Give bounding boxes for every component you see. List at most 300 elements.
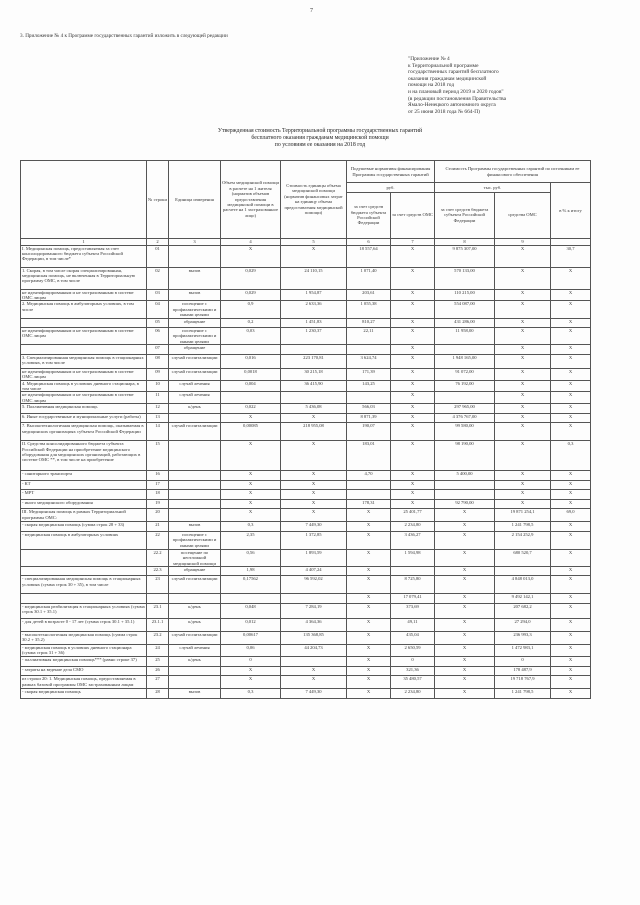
cell-budget-total: X — [435, 644, 495, 656]
cell-percent: X — [551, 328, 591, 345]
cell-percent: 69,0 — [551, 509, 591, 522]
cell-name: - паллиативная медицинская помощь*** (равно строке 37) — [21, 656, 147, 666]
cell-budget: 8 871,39 — [347, 413, 391, 423]
cell-budget: X — [347, 644, 391, 656]
cell-percent: X — [551, 345, 591, 355]
table-row — [21, 676, 591, 689]
cell-unit — [169, 499, 221, 509]
cell-budget-total: X — [435, 531, 495, 549]
cell-cost: 4 407,24 — [281, 566, 347, 576]
cell-volume: 0,00617 — [221, 631, 281, 644]
cell-cost: 223 170,81 — [281, 354, 347, 368]
cell-cost — [281, 656, 347, 666]
header-per-capita-unit: руб. — [347, 183, 435, 193]
cell-budget-total: X — [435, 656, 495, 666]
cell-budget: 190,07 — [347, 423, 391, 441]
cell-volume: 0,17562 — [221, 576, 281, 594]
column-number: 6 — [347, 238, 391, 245]
cell-percent: X — [551, 576, 591, 594]
cell-unit: к/день — [169, 656, 221, 666]
cell-oms: X — [391, 354, 435, 368]
cell-oms: X — [391, 301, 435, 318]
table-row — [21, 413, 591, 423]
cell-oms: X — [391, 490, 435, 500]
cell-volume — [221, 345, 281, 355]
cell-budget-total: 98 190,00 — [435, 441, 495, 471]
header-oms: за счет средств ОМС — [391, 192, 435, 238]
cell-budget: 1 055,38 — [347, 301, 391, 318]
header-budget-total: за счет средств бюджета субъекта Российской Федерации — [435, 192, 495, 238]
table-row — [21, 392, 591, 404]
cell-percent: 30,7 — [551, 245, 591, 267]
cell-row-num: 22 — [147, 531, 169, 549]
cell-oms: X — [391, 328, 435, 345]
cell-name — [21, 594, 147, 604]
cell-budget: 183,01 — [347, 441, 391, 471]
cell-oms: X — [391, 441, 435, 471]
cell-volume: 0,9 — [221, 301, 281, 318]
cell-volume: 2,35 — [221, 531, 281, 549]
cell-unit — [169, 480, 221, 490]
table-row — [21, 441, 591, 471]
cell-oms-total: 19 871 254,1 — [495, 509, 551, 522]
cell-name: I. Медицинская помощь, предоставляемая за счет консолидированного бюджета субъекта Российской Федерации, в том числе* — [21, 245, 147, 267]
table-row — [21, 301, 591, 318]
cell-volume: 0,022 — [221, 404, 281, 414]
cell-cost: 5 436,08 — [281, 404, 347, 414]
cell-name: - специализированная медицинская помощь в стационарных условиях (сумма строк 30 + 35), в том числе — [21, 576, 147, 594]
cell-percent: X — [551, 404, 591, 414]
cell-name: из строки 20: 1. Медицинская помощь, предоставляемая в рамках базовой программы ОМС застрахованным лицам — [21, 676, 147, 689]
cell-cost: X — [281, 471, 347, 481]
cell-budget: 143,25 — [347, 380, 391, 392]
cell-oms-total: X — [495, 471, 551, 481]
cell-volume: X — [221, 509, 281, 522]
cell-budget: 18 557,64 — [347, 245, 391, 267]
cell-cost: 44 204,73 — [281, 644, 347, 656]
cell-oms: 49,11 — [391, 618, 435, 631]
cell-row-num: 20 — [147, 509, 169, 522]
column-number: 7 — [391, 238, 435, 245]
cell-cost: 36 415,90 — [281, 380, 347, 392]
cell-unit: случай госпитализации — [169, 423, 221, 441]
table-row — [21, 471, 591, 481]
cell-row-num: 06 — [147, 328, 169, 345]
cell-percent: X — [551, 413, 591, 423]
cell-oms-total: 207 682,2 — [495, 603, 551, 618]
cell-volume — [221, 392, 281, 404]
cell-percent: X — [551, 267, 591, 289]
cell-unit — [169, 666, 221, 676]
cell-budget: 171,39 — [347, 368, 391, 380]
cell-cost: 135 368,85 — [281, 631, 347, 644]
cell-cost: X — [281, 480, 347, 490]
cell-budget-total: X — [435, 576, 495, 594]
cell-name: 4. Медицинская помощь в условиях дневного стационара, в том числе — [21, 380, 147, 392]
appendix-line: и на плановый период 2019 и 2020 годов" — [408, 88, 504, 95]
cell-volume: 0,03 — [221, 328, 281, 345]
cell-oms-total: 680 520,7 — [495, 549, 551, 566]
cell-cost: 7 449,30 — [281, 689, 347, 699]
table-row — [21, 594, 591, 604]
table-row — [21, 267, 591, 289]
cell-budget-total: 11 958,00 — [435, 328, 495, 345]
cell-percent: 0,3 — [551, 441, 591, 471]
cell-unit: к/день — [169, 404, 221, 414]
cell-unit: случай госпитализации — [169, 354, 221, 368]
cell-oms-total: X — [495, 441, 551, 471]
cell-oms-total: 1 241 798,5 — [495, 689, 551, 699]
cell-unit: случай госпитализации — [169, 631, 221, 644]
cell-name — [21, 566, 147, 576]
cell-oms: X — [391, 289, 435, 301]
header-unit: Единица измерения — [169, 161, 221, 239]
cell-oms: X — [391, 413, 435, 423]
table-row — [21, 318, 591, 328]
header-total-unit: тыс. руб. — [435, 183, 551, 193]
cell-volume: X — [221, 245, 281, 267]
table-row — [21, 631, 591, 644]
cell-oms: X — [391, 423, 435, 441]
cell-cost: 7 284,19 — [281, 603, 347, 618]
cell-budget: X — [347, 689, 391, 699]
cell-percent: X — [551, 354, 591, 368]
cell-row-num: 03 — [147, 289, 169, 301]
column-number — [551, 238, 591, 245]
cell-oms-total: 236 993,3 — [495, 631, 551, 644]
table-row — [21, 522, 591, 532]
cell-budget-total — [435, 392, 495, 404]
table-body — [21, 245, 591, 699]
cell-row-num: 23.1.1 — [147, 618, 169, 631]
cell-budget-total: 1 948 165,00 — [435, 354, 495, 368]
cell-oms-total: X — [495, 480, 551, 490]
cell-volume: 1,98 — [221, 566, 281, 576]
cell-percent: X — [551, 471, 591, 481]
cell-name: 7. Высокотехнологичная медицинская помощь, оказываемая в медицинских организациях субъекта Российской Федерации — [21, 423, 147, 441]
cell-percent: X — [551, 644, 591, 656]
column-number: 5 — [281, 238, 347, 245]
appendix-line: оказания гражданам медицинской — [408, 75, 487, 82]
appendix-line: (в редакции постановления Правительства — [408, 95, 507, 102]
cell-budget — [347, 490, 391, 500]
cell-unit: обращение — [169, 318, 221, 328]
cell-budget: 203,61 — [347, 289, 391, 301]
cell-cost: 4 364,36 — [281, 618, 347, 631]
cell-row-num: 15 — [147, 441, 169, 471]
cell-volume: 0,029 — [221, 267, 281, 289]
cell-oms: 35 480,57 — [391, 676, 435, 689]
column-number: 1 — [21, 238, 147, 245]
cell-unit: случай лечения — [169, 392, 221, 404]
cell-unit: посещение по неотложной медицинской помощи — [169, 549, 221, 566]
table-row — [21, 490, 591, 500]
table-row — [21, 566, 591, 576]
cell-budget: X — [347, 594, 391, 604]
cell-percent: X — [551, 631, 591, 644]
header-per-capita: Подушевые нормативы финансирования Программы государственных гарантий — [347, 161, 435, 183]
cell-cost: X — [281, 666, 347, 676]
cell-unit: вызов — [169, 289, 221, 301]
cell-row-num: 12 — [147, 404, 169, 414]
column-number: 2 — [147, 238, 169, 245]
cell-oms-total: X — [495, 267, 551, 289]
cell-percent: X — [551, 618, 591, 631]
cell-volume: X — [221, 471, 281, 481]
title-line: Утвержденная стоимость Территориальной программы государственных гарантий — [217, 128, 423, 134]
cell-oms-total: 27 294,0 — [495, 618, 551, 631]
cell-cost: 1 451,83 — [281, 318, 347, 328]
cell-name: - скорая медицинская помощь — [21, 689, 147, 699]
cell-name: 2. Медицинская помощь в амбулаторных условиях, в том числе — [21, 301, 147, 318]
cell-oms-total: 2 154 252,9 — [495, 531, 551, 549]
cell-percent: X — [551, 318, 591, 328]
cell-budget-total: X — [435, 666, 495, 676]
cell-budget-total: X — [435, 522, 495, 532]
cell-budget-total: 554 087,00 — [435, 301, 495, 318]
cell-unit — [169, 441, 221, 471]
appendix-line: к Территориальной программе — [408, 62, 479, 69]
cell-unit: к/день — [169, 618, 221, 631]
table-row — [21, 618, 591, 631]
cell-cost: X — [281, 441, 347, 471]
cell-budget-total: 5 400,00 — [435, 471, 495, 481]
cell-percent: X — [551, 531, 591, 549]
cell-cost: 30 215,18 — [281, 368, 347, 380]
header-oms-total: средства ОМС — [495, 192, 551, 238]
cell-oms-total: 1 241 798,5 — [495, 522, 551, 532]
cell-percent: X — [551, 656, 591, 666]
cell-oms: 2 650,59 — [391, 644, 435, 656]
cell-budget-total: X — [435, 618, 495, 631]
cell-volume: X — [221, 499, 281, 509]
cell-name — [21, 549, 147, 566]
cell-unit — [169, 490, 221, 500]
cell-volume: X — [221, 480, 281, 490]
cell-cost: X — [281, 676, 347, 689]
cell-unit — [169, 594, 221, 604]
cell-row-num: 16 — [147, 471, 169, 481]
cell-row-num: 14 — [147, 423, 169, 441]
table-row — [21, 328, 591, 345]
cell-row-num: 10 — [147, 380, 169, 392]
cell-percent: X — [551, 522, 591, 532]
cell-oms-total: X — [495, 490, 551, 500]
cell-unit — [169, 471, 221, 481]
appendix-line: "Приложение № 4 — [408, 56, 450, 62]
cell-budget-total: X — [435, 509, 495, 522]
cell-percent: X — [551, 499, 591, 509]
cell-unit: случай госпитализации — [169, 368, 221, 380]
cell-percent: X — [551, 368, 591, 380]
title-line: бесплатного оказания гражданам медицинской помощи — [251, 134, 389, 141]
cell-budget: X — [347, 631, 391, 644]
cell-budget-total: 431 286,00 — [435, 318, 495, 328]
table-row — [21, 689, 591, 699]
cell-row-num: 02 — [147, 267, 169, 289]
cell-cost: 7 449,30 — [281, 522, 347, 532]
cell-row-num: 11 — [147, 392, 169, 404]
cell-row-num: 09 — [147, 368, 169, 380]
cell-volume: 0,029 — [221, 289, 281, 301]
title-line: по условиям ее оказания на 2018 год — [274, 141, 366, 148]
header-percent: в % к итогу — [551, 183, 591, 239]
cell-cost: X — [281, 490, 347, 500]
cell-oms: X — [391, 318, 435, 328]
cell-volume: 0,56 — [221, 549, 281, 566]
cell-row-num: 04 — [147, 301, 169, 318]
cell-budget-total: X — [435, 631, 495, 644]
cell-name: не идентифицированным и не застрахованным в системе ОМС лицам — [21, 328, 147, 345]
cell-oms-total: 4 848 013,0 — [495, 576, 551, 594]
cell-cost — [281, 392, 347, 404]
cell-budget: 566,03 — [347, 404, 391, 414]
table-row — [21, 656, 591, 666]
page-number: 7 — [310, 8, 313, 14]
cell-percent: X — [551, 666, 591, 676]
appendix-line: от 25 июня 2018 года № 664-П) — [408, 108, 480, 115]
cell-oms: 0 — [391, 656, 435, 666]
cell-percent: X — [551, 392, 591, 404]
table-row — [21, 549, 591, 566]
cell-unit: к/день — [169, 603, 221, 618]
header-total: Стоимость Программы государственных гарантий по источникам ее финансового обеспечения — [435, 161, 591, 183]
cell-percent: X — [551, 676, 591, 689]
cell-volume: 0 — [221, 656, 281, 666]
cell-row-num: 27 — [147, 676, 169, 689]
cell-unit: случай лечения — [169, 380, 221, 392]
cell-oms-total: 1 472 983,1 — [495, 644, 551, 656]
column-number: 3 — [169, 238, 221, 245]
cell-volume: 0,048 — [221, 603, 281, 618]
cell-budget-total: X — [435, 689, 495, 699]
cell-budget: 4,70 — [347, 471, 391, 481]
cell-oms: 2 234,80 — [391, 522, 435, 532]
cell-row-num: 26 — [147, 666, 169, 676]
cell-name: II. Средства консолидированного бюджета субъекта Российской Федерации на приобретение медицинского оборудования для медицинских организаций, работающих в системе ОМС **, в том числе на приобретение — [21, 441, 147, 471]
cell-oms: X — [391, 499, 435, 509]
cell-cost: 24 110,15 — [281, 267, 347, 289]
cell-row-num: 07 — [147, 345, 169, 355]
cell-oms-total: 9 492 142,1 — [495, 594, 551, 604]
cell-budget-total: X — [435, 549, 495, 566]
cell-oms: X — [391, 392, 435, 404]
cell-budget: X — [347, 656, 391, 666]
cell-oms: 17 079,41 — [391, 594, 435, 604]
cell-volume: X — [221, 490, 281, 500]
cell-oms: 2 234,80 — [391, 689, 435, 699]
table-row — [21, 354, 591, 368]
appendix-line: государственных гарантий бесплатного — [408, 69, 499, 76]
cell-name: 3. Специализированная медицинская помощь в стационарных условиях, в том числе — [21, 354, 147, 368]
cell-volume: 0,016 — [221, 354, 281, 368]
table-row — [21, 499, 591, 509]
cell-oms-total: X — [495, 289, 551, 301]
table-row — [21, 368, 591, 380]
cell-budget: X — [347, 618, 391, 631]
cell-row-num: 19 — [147, 499, 169, 509]
cell-oms-total: X — [495, 413, 551, 423]
cell-name: - скорая медицинская помощь (сумма строк 28 + 33) — [21, 522, 147, 532]
cell-percent: X — [551, 549, 591, 566]
header-cost: Стоимость единицы объема медицинской помощи (норматив финансовых затрат на единицу объема предоставления медицинской помощи) — [281, 161, 347, 239]
cell-percent: X — [551, 301, 591, 318]
cell-percent: X — [551, 423, 591, 441]
cell-unit — [169, 676, 221, 689]
cell-unit: посещение с профилактическими и иными целями — [169, 301, 221, 318]
cell-volume: X — [221, 441, 281, 471]
cell-unit: посещение с профилактическими и иными целями — [169, 531, 221, 549]
cell-oms: X — [391, 245, 435, 267]
cell-unit: вызов — [169, 522, 221, 532]
cell-budget-total: 76 192,00 — [435, 380, 495, 392]
table-row — [21, 603, 591, 618]
header-budget: за счет средств бюджета субъекта Российской Федерации — [347, 192, 391, 238]
cell-unit — [169, 245, 221, 267]
cell-name: не идентифицированным и не застрахованным в системе ОМС лицам — [21, 392, 147, 404]
cell-budget: 1 071,40 — [347, 267, 391, 289]
cell-oms-total: X — [495, 368, 551, 380]
cell-unit — [169, 413, 221, 423]
cell-oms: 373,69 — [391, 603, 435, 618]
cell-name: - медицинская помощь в условиях дневного стационара (сумма строк 31 + 36) — [21, 644, 147, 656]
cell-budget-total — [435, 345, 495, 355]
cell-row-num: 23 — [147, 576, 169, 594]
cell-row-num: 18 — [147, 490, 169, 500]
cell-row-num: 23.1 — [147, 603, 169, 618]
cell-row-num: 28 — [147, 689, 169, 699]
cell-volume: 0,0018 — [221, 368, 281, 380]
cell-row-num: 13 — [147, 413, 169, 423]
cell-budget: 178,31 — [347, 499, 391, 509]
cell-oms: X — [391, 404, 435, 414]
cell-percent: X — [551, 689, 591, 699]
cell-row-num — [147, 594, 169, 604]
cell-oms: X — [391, 345, 435, 355]
cell-budget — [347, 392, 391, 404]
cell-volume: 0,004 — [221, 380, 281, 392]
header-name — [21, 161, 147, 239]
cell-oms-total: X — [495, 354, 551, 368]
cell-cost — [281, 594, 347, 604]
cell-budget-total: 92 790,00 — [435, 499, 495, 509]
cell-cost: X — [281, 499, 347, 509]
column-number: 4 — [221, 238, 281, 245]
cell-name: 5. Паллиативная медицинская помощь — [21, 404, 147, 414]
cell-budget-total: 9 875 307,00 — [435, 245, 495, 267]
cell-oms — [391, 566, 435, 576]
cell-row-num: 08 — [147, 354, 169, 368]
cell-volume: X — [221, 666, 281, 676]
cell-oms: X — [391, 267, 435, 289]
cell-name — [21, 345, 147, 355]
cell-name: 1. Скорая, в том числе скорая специализированная, медицинская помощь, не включенная в Территориальную программу ОМС, в том числе — [21, 267, 147, 289]
appendix-line: помощи на 2018 год — [408, 82, 455, 89]
cell-cost: 2 633,36 — [281, 301, 347, 318]
cell-unit: посещение с профилактическими и иными целями — [169, 328, 221, 345]
cell-oms: X — [391, 368, 435, 380]
cell-name: - для детей в возрасте 0 - 17 лет (сумма строк 30.1 + 35.1) — [21, 618, 147, 631]
cell-budget: X — [347, 522, 391, 532]
cell-name: 6. Иные государственные и муниципальные услуги (работы) — [21, 413, 147, 423]
cell-oms: 1 594,98 — [391, 549, 435, 566]
appendix-header — [408, 56, 608, 115]
cell-budget-total: X — [435, 566, 495, 576]
cell-oms-total: X — [495, 245, 551, 267]
table-row — [21, 289, 591, 301]
cell-cost: 1 372,85 — [281, 531, 347, 549]
cell-budget: X — [347, 576, 391, 594]
